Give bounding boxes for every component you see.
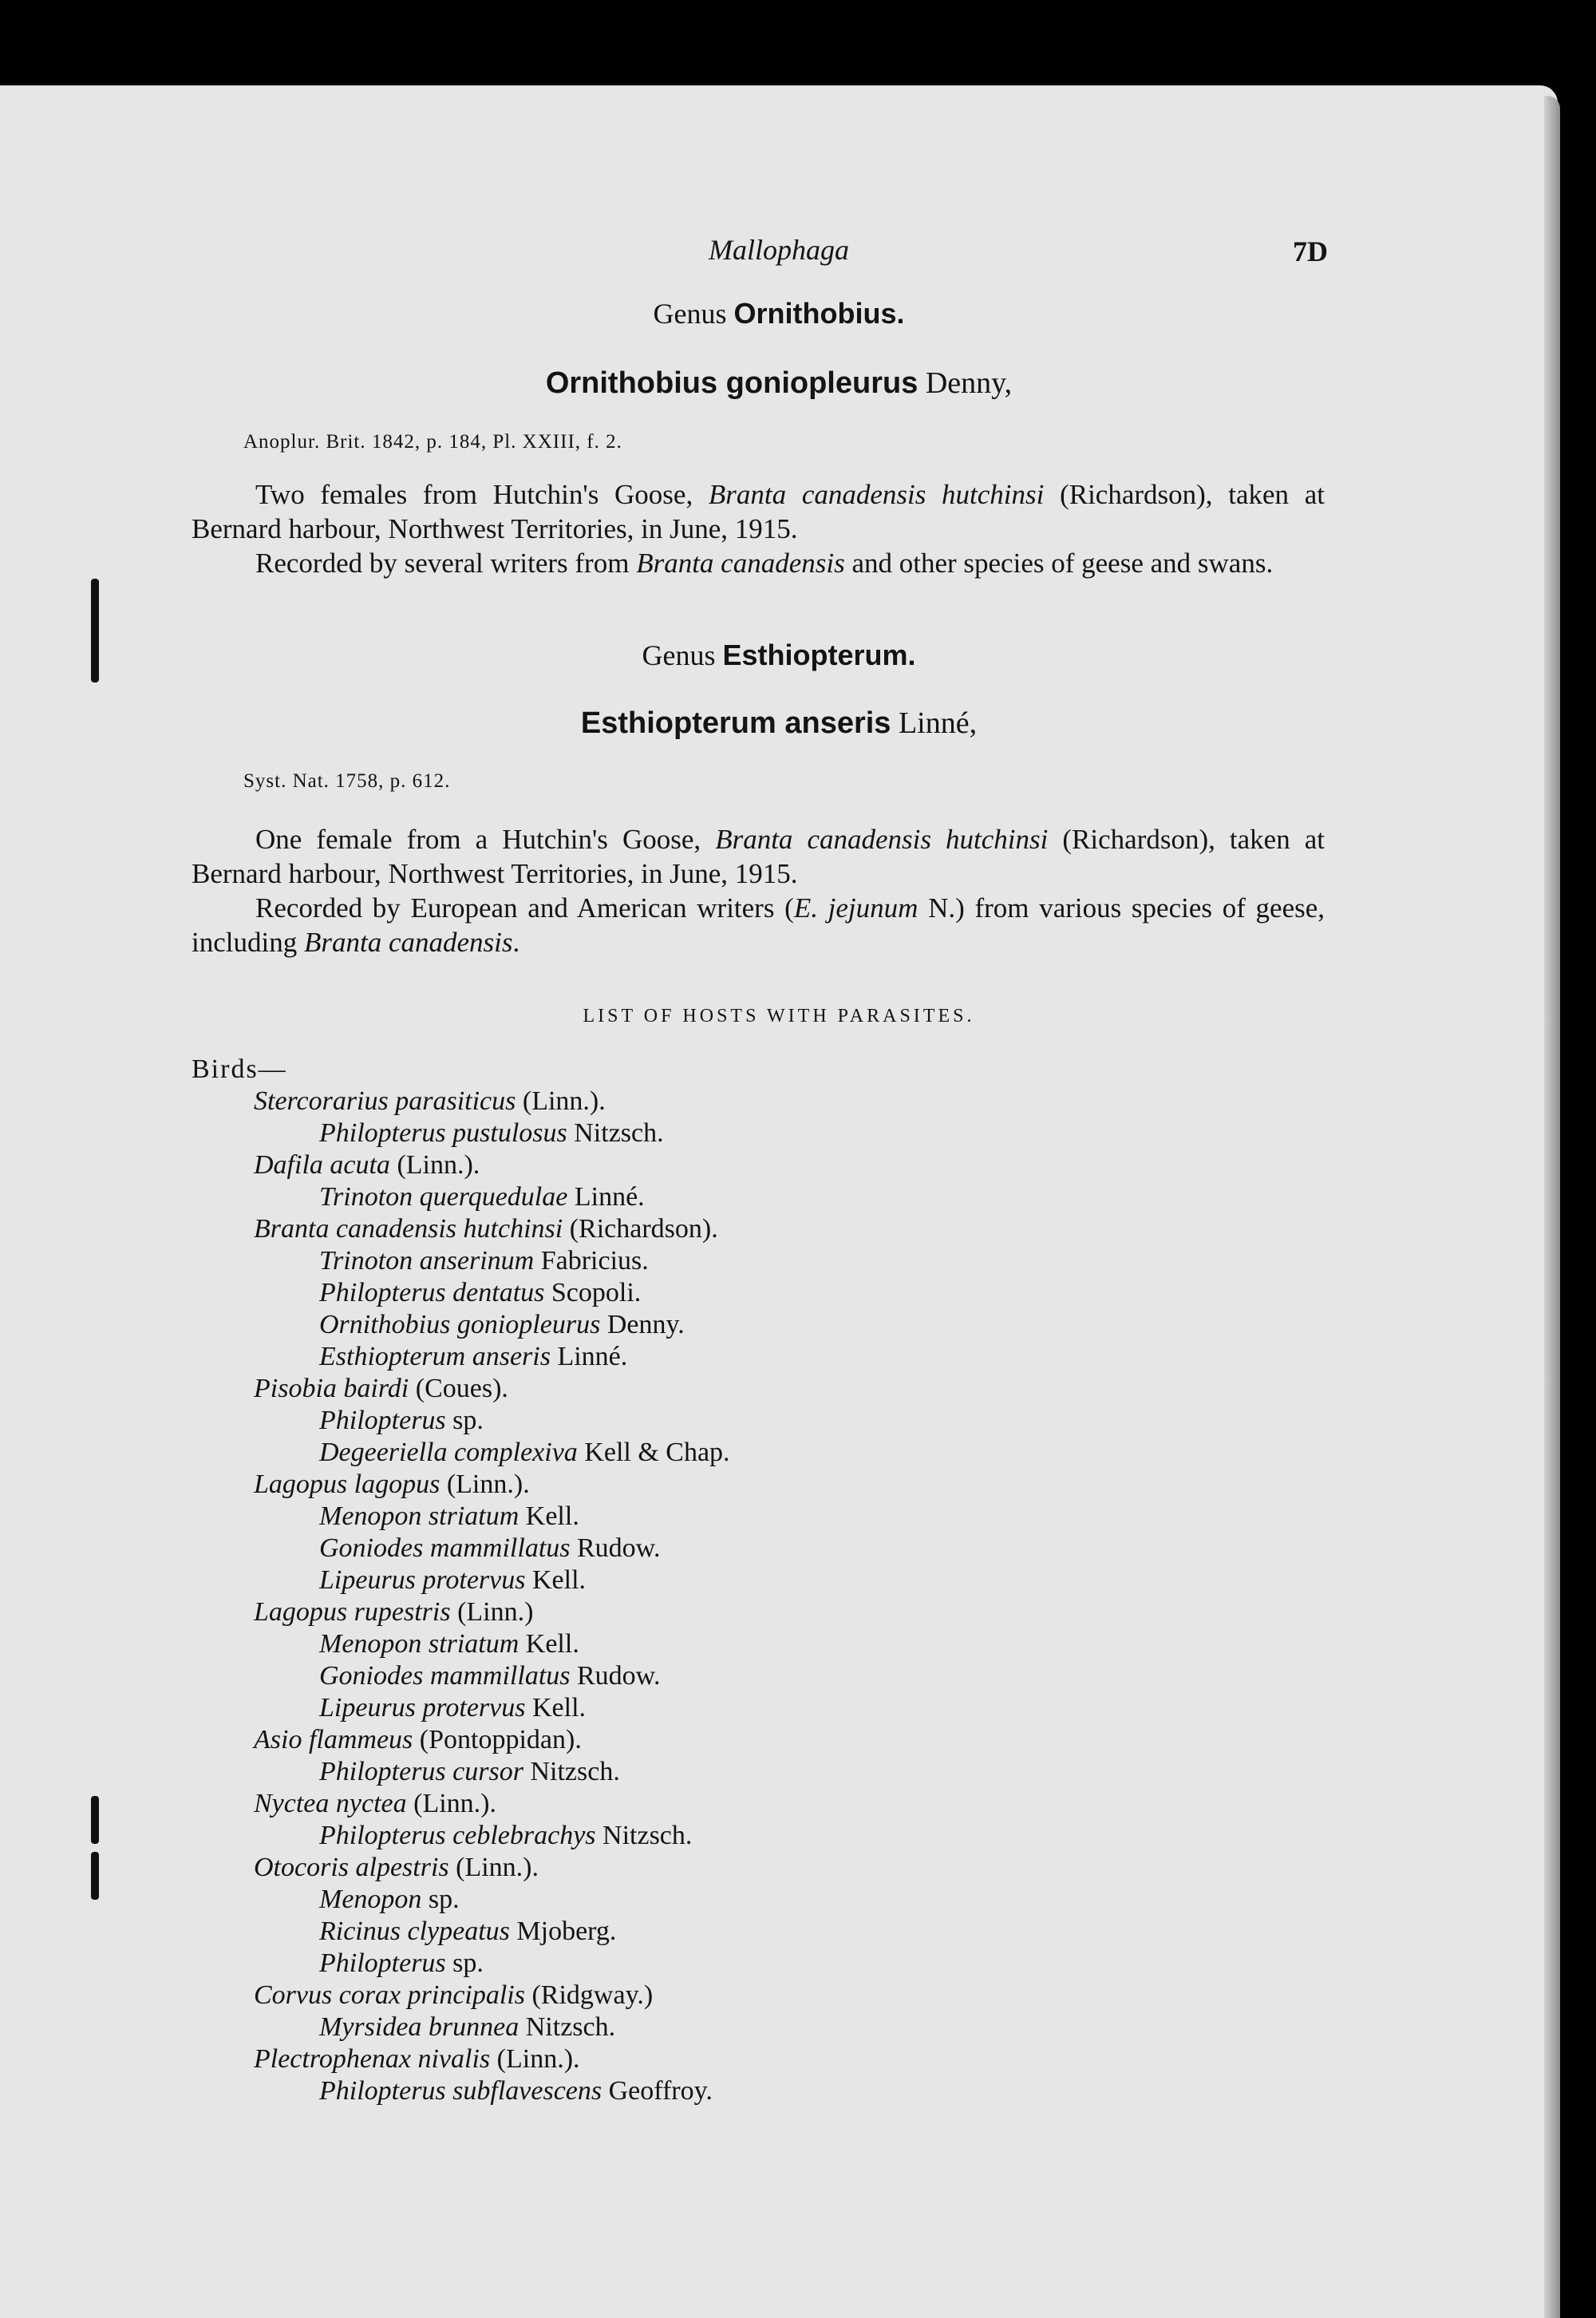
taxon-name: Lagopus rupestris	[254, 1597, 451, 1627]
taxon-name: Branta canadensis	[636, 548, 845, 579]
paragraph	[192, 477, 1325, 546]
section1-text	[192, 477, 1325, 580]
taxon-name: Esthiopterum anseris	[319, 1342, 551, 1371]
taxon-author: Rudow.	[577, 1661, 661, 1691]
taxon-author: Nitzsch.	[602, 1821, 693, 1850]
parasite-entry	[192, 1692, 1309, 1724]
text: .	[512, 927, 520, 958]
taxon-name: Plectrophenax nivalis	[254, 2044, 491, 2074]
species-author: Linné,	[898, 706, 978, 740]
parasite-entry	[192, 2011, 1309, 2043]
text: One female from a Hutchin's Goose,	[255, 824, 716, 855]
parasite-entry	[192, 1884, 1309, 1916]
species-name: Esthiopterum anseris	[580, 706, 891, 740]
host-entry	[192, 1086, 1309, 1117]
taxon-author: Kell.	[525, 1501, 579, 1531]
parasite-entry	[192, 1405, 1309, 1437]
host-entry	[192, 1373, 1309, 1405]
parasite-entry	[192, 1564, 1309, 1596]
taxon-name: Ornithobius goniopleurus	[319, 1310, 601, 1339]
scan-mark	[91, 1796, 99, 1844]
parasite-entry	[192, 1533, 1309, 1564]
taxon-name: Philopterus	[319, 1406, 446, 1435]
running-head-title: Mallophaga	[709, 234, 849, 266]
taxon-name: Corvus corax principalis	[254, 1980, 525, 2010]
host-entry	[192, 1149, 1309, 1181]
taxon-name: Branta canadensis hutchinsi	[708, 479, 1045, 510]
taxon-name: Stercorarius parasiticus	[254, 1086, 516, 1116]
parasite-entry	[192, 1501, 1309, 1533]
taxon-name: Menopon striatum	[319, 1629, 519, 1659]
parasite-entry	[192, 1117, 1309, 1149]
taxon-author: (Coues).	[415, 1374, 508, 1403]
taxon-name: Degeeriella complexiva	[319, 1438, 578, 1467]
citation: Syst. Nat. 1758, p. 612.	[243, 770, 451, 792]
taxon-name: Pisobia bairdi	[254, 1374, 409, 1403]
taxon-name: Menopon striatum	[319, 1501, 519, 1531]
taxon-author: Kell.	[531, 1693, 587, 1723]
parasite-entry	[192, 1181, 1309, 1213]
taxon-author: sp.	[452, 1406, 484, 1435]
taxon-name: Branta canadensis	[303, 927, 513, 958]
page-number: 7D	[1293, 235, 1328, 267]
taxon-name: Philopterus	[319, 1948, 446, 1978]
taxon-author: Kell.	[525, 1629, 579, 1659]
taxon-author: Nitzsch.	[525, 2012, 616, 2042]
parasite-entry	[192, 1660, 1309, 1692]
parasite-entry	[192, 1948, 1309, 1980]
species-name: Ornithobius goniopleurus	[545, 366, 918, 400]
genus-prefix: Genus	[642, 639, 716, 671]
scan-mark	[91, 1852, 99, 1900]
host-entry	[192, 1852, 1309, 1884]
taxon-author: Fabricius.	[540, 1246, 649, 1276]
taxon-author: Kell & Chap.	[584, 1438, 730, 1467]
parasite-entry	[192, 1341, 1309, 1373]
taxon-author: Denny.	[606, 1310, 685, 1339]
taxon-name: Nyctea nyctea	[254, 1789, 407, 1818]
paragraph	[192, 822, 1325, 891]
taxon-name: Philopterus subflavescens	[319, 2076, 602, 2106]
genus-name: Ornithobius.	[733, 297, 905, 330]
page-edge-shadow	[1544, 96, 1560, 2318]
taxon-name: Lipeurus protervus	[319, 1693, 526, 1723]
taxon-name: Philopterus ceblebrachys	[319, 1821, 596, 1850]
host-entry	[192, 1788, 1309, 1820]
species-heading-ornithobius-goniopleurus	[0, 366, 1558, 401]
taxon-author: sp.	[452, 1948, 484, 1978]
taxon-author: (Linn.)	[457, 1597, 534, 1627]
parasite-entry	[192, 1820, 1309, 1852]
genus-name: Esthiopterum.	[722, 639, 916, 671]
taxon-author: (Linn.).	[397, 1150, 480, 1180]
taxon-name: Asio flammeus	[254, 1725, 413, 1754]
text: N.) from various species of geese, including	[192, 892, 1325, 958]
taxon-name: Lagopus lagopus	[254, 1470, 440, 1499]
host-parasite-list	[192, 1054, 1309, 2107]
parasite-entry	[192, 1916, 1309, 1948]
taxon-author: Nitzsch.	[530, 1757, 620, 1786]
taxon-author: (Linn.).	[456, 1853, 539, 1882]
text: Recorded by several writers from	[255, 548, 637, 579]
host-entry	[192, 1213, 1309, 1245]
taxon-author: Geoffroy.	[608, 2076, 713, 2106]
taxon-name: Lipeurus protervus	[319, 1565, 526, 1595]
taxon-name: Ricinus clypeatus	[319, 1917, 510, 1946]
taxon-author: Scopoli.	[551, 1278, 642, 1307]
taxon-author: Kell.	[531, 1565, 587, 1595]
taxon-name: Philopterus cursor	[319, 1757, 523, 1786]
genus-prefix: Genus	[653, 298, 727, 330]
taxon-name: Goniodes mammillatus	[319, 1533, 571, 1563]
taxon-author: Linné.	[557, 1342, 628, 1371]
text: (Richardson), taken at Bernard harbour, Northwest Territories, in June, 1915.	[192, 824, 1325, 889]
parasite-entry	[192, 1437, 1309, 1469]
host-entry	[192, 1724, 1309, 1756]
text: Recorded by European and American writers (	[255, 892, 794, 924]
taxon-name: Branta canadensis hutchinsi	[715, 824, 1049, 855]
parasite-entry	[192, 1245, 1309, 1277]
taxon-author: Linné.	[574, 1182, 645, 1212]
genus-heading-ornithobius	[0, 297, 1558, 330]
taxon-author: (Ridgway.)	[531, 1980, 654, 2010]
species-heading-esthiopterum-anseris	[0, 706, 1558, 741]
text: and other species of geese and swans.	[844, 548, 1274, 579]
taxon-name: Philopterus dentatus	[319, 1278, 545, 1307]
taxon-author: (Linn.).	[496, 2044, 580, 2074]
running-head	[0, 233, 1558, 273]
taxon-author: (Richardson).	[569, 1214, 718, 1244]
taxon-name: Trinoton anserinum	[319, 1246, 535, 1276]
host-entry	[192, 1469, 1309, 1501]
list-category: Birds—	[192, 1054, 287, 1084]
taxon-name: Menopon	[319, 1885, 422, 1914]
list-title: LIST OF HOSTS WITH PARASITES.	[583, 1006, 975, 1026]
text: (Richardson), taken at Bernard harbour, Northwest Territories, in June, 1915.	[192, 479, 1325, 544]
parasite-entry	[192, 1628, 1309, 1660]
host-entry	[192, 1980, 1309, 2011]
parasite-entry	[192, 1756, 1309, 1788]
taxon-author: Rudow.	[577, 1533, 661, 1563]
taxon-author: (Linn.).	[413, 1789, 496, 1818]
taxon-name: Philopterus pustulosus	[319, 1118, 567, 1148]
taxon-author: Nitzsch.	[574, 1118, 664, 1148]
taxon-name: Dafila acuta	[254, 1150, 390, 1180]
taxon-author: Mjoberg.	[516, 1917, 617, 1946]
section2-text	[192, 822, 1325, 959]
parasite-entry	[192, 1309, 1309, 1341]
paragraph	[192, 546, 1325, 580]
taxon-author: (Linn.).	[446, 1470, 530, 1499]
parasite-entry	[192, 1277, 1309, 1309]
taxon-author: sp.	[428, 1885, 460, 1914]
parasite-entry	[192, 2075, 1309, 2107]
host-entry	[192, 2043, 1309, 2075]
taxon-author: (Linn.).	[522, 1086, 606, 1116]
paragraph	[192, 891, 1325, 959]
taxon-author: (Pontoppidan).	[419, 1725, 582, 1754]
species-author: Denny,	[925, 366, 1013, 400]
host-entry	[192, 1596, 1309, 1628]
citation: Anoplur. Brit. 1842, p. 184, Pl. XXIII, f. 2.	[243, 431, 622, 453]
genus-heading-esthiopterum	[0, 639, 1558, 672]
taxon-name: Otocoris alpestris	[254, 1853, 449, 1882]
taxon-name: Myrsidea brunnea	[319, 2012, 519, 2042]
taxon-name: E. jejunum	[793, 892, 918, 924]
taxon-name: Goniodes mammillatus	[319, 1661, 571, 1691]
text: Two females from Hutchin's Goose,	[255, 479, 709, 510]
taxon-name: Branta canadensis hutchinsi	[254, 1214, 563, 1244]
taxon-name: Trinoton querquedulae	[319, 1182, 568, 1212]
